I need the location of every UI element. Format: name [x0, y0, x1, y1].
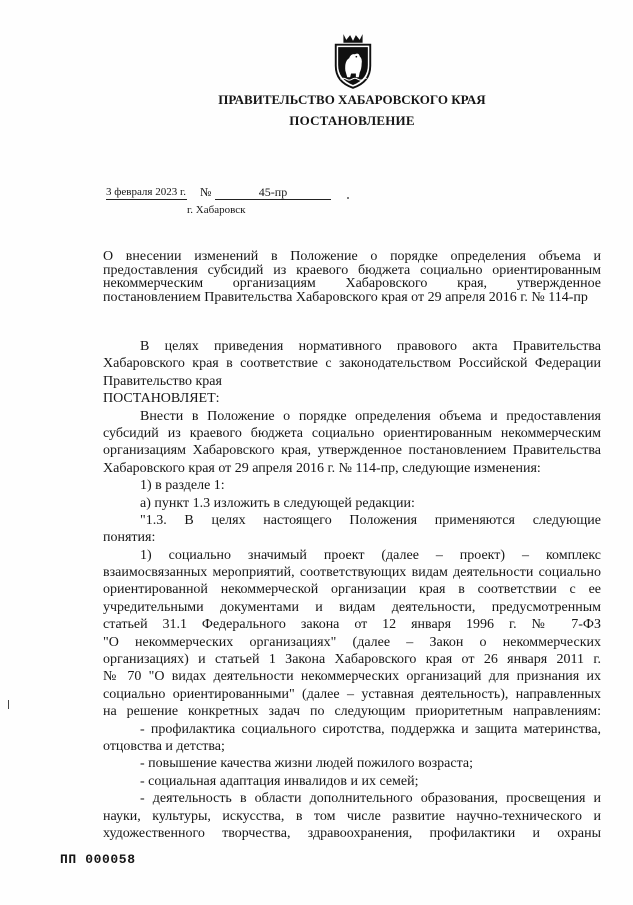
document-type: ПОСТАНОВЛЕНИЕ [289, 113, 415, 128]
document-title [103, 250, 601, 305]
body-line: Правительство края [103, 373, 222, 389]
body-line: отцовства и детства; [103, 738, 225, 754]
document-date: 3 февраля 2023 г. [106, 186, 187, 198]
title-line: постановлением Правительства Хабаровского края от 29 апреля 2016 г. № 114-пр [103, 290, 588, 306]
paragraph-resolves [103, 390, 601, 407]
body-line: - деятельность в области дополнительного образования, просвещения и [140, 791, 601, 807]
body-line: 1) социально значимый проект (далее – проект) – комплекс [140, 547, 601, 563]
title-line: О внесении изменений в Положение о порядке определения объема и [103, 249, 601, 264]
body-line: организациях) и статьей 1 Закона Хабаровского края от 26 января 2011 г. [103, 652, 601, 668]
body-line: 1) в разделе 1: [140, 478, 225, 494]
title-line: предоставления субсидий из краевого бюджета социально ориентированным [103, 262, 601, 278]
list-item [103, 773, 601, 790]
body-line: науки, культуры, искусства, в том числе развитие научно-технического и [103, 808, 601, 824]
body-line: понятия: [103, 530, 156, 546]
body-line: № 70 "О видах деятельности некоммерческих организаций для признания их [103, 669, 601, 685]
body-line: Внести в Положение о порядке определения объема и предоставления [140, 408, 601, 424]
scan-mark [8, 700, 9, 709]
list-item [103, 755, 601, 772]
body-line: В целях приведения нормативного правового акта Правительства [140, 339, 601, 354]
coat-of-arms-icon [330, 31, 376, 91]
body-line: - социальная адаптация инвалидов и их семей; [140, 773, 419, 789]
paragraph-clause-1-3 [103, 512, 601, 547]
body-line: Хабаровского края в соответствие с законодательством Российской Федерации [103, 356, 601, 372]
paragraph-amendment [103, 408, 601, 478]
body-line: ПОСТАНОВЛЯЕТ: [103, 391, 220, 407]
paragraph-section-1 [103, 477, 601, 494]
paragraph-definition-project [103, 547, 601, 721]
body-line: художественного творчества, здравоохранения, профилактики и охраны [103, 825, 601, 841]
list-item [103, 721, 601, 756]
body-line: взаимосвязанных мероприятий, соответствующих видам деятельности социально [103, 565, 601, 581]
body-line: учредительными документами и видам деятельности, предусмотренным [103, 599, 601, 615]
body-line: "1.3. В целях настоящего Положения применяются следующие [140, 512, 601, 528]
body-line: Хабаровского края от 29 апреля 2016 г. № 114-пр, следующие изменения: [103, 460, 541, 476]
body-line: на решение конкретных задач по следующим приоритетным направлениям: [103, 704, 601, 720]
body-line: - профилактика социального сиротства, поддержка и защита материнства, [140, 721, 601, 737]
title-line: некоммерческим организациям Хабаровского края, утвержденное [103, 276, 601, 292]
body-line: ориентированной некоммерческой организации края в соответствии с ее [103, 582, 601, 598]
list-item [103, 790, 601, 842]
body-line: социально ориентированными" (далее – уставная деятельность), направленных [103, 686, 601, 702]
body-line: статьей 31.1 Федерального закона от 12 января 1996 г. № 7-ФЗ [103, 617, 601, 633]
body-line: организациям Хабаровского края, утвержденное постановлением Правительства [103, 443, 601, 459]
document-body [103, 338, 601, 842]
body-line: субсидий из краевого бюджета социально ориентированным некоммерческим [103, 425, 601, 441]
number-sign: № [200, 185, 212, 199]
document-number: 45-пр [215, 185, 331, 200]
body-line: "О некоммерческих организациях" (далее – Закон о некоммерческих [103, 634, 601, 650]
body-line: - повышение качества жизни людей пожилого возраста; [140, 756, 473, 772]
form-code: ПП 000058 [60, 852, 136, 867]
paragraph-preamble [103, 338, 601, 390]
document-city: г. Хабаровск [187, 204, 246, 216]
scan-mark [347, 197, 349, 199]
body-line: а) пункт 1.3 изложить в следующей редакции: [140, 495, 415, 511]
government-name: ПРАВИТЕЛЬСТВО ХАБАРОВСКОГО КРАЯ [218, 92, 486, 107]
paragraph-item-a [103, 495, 601, 512]
